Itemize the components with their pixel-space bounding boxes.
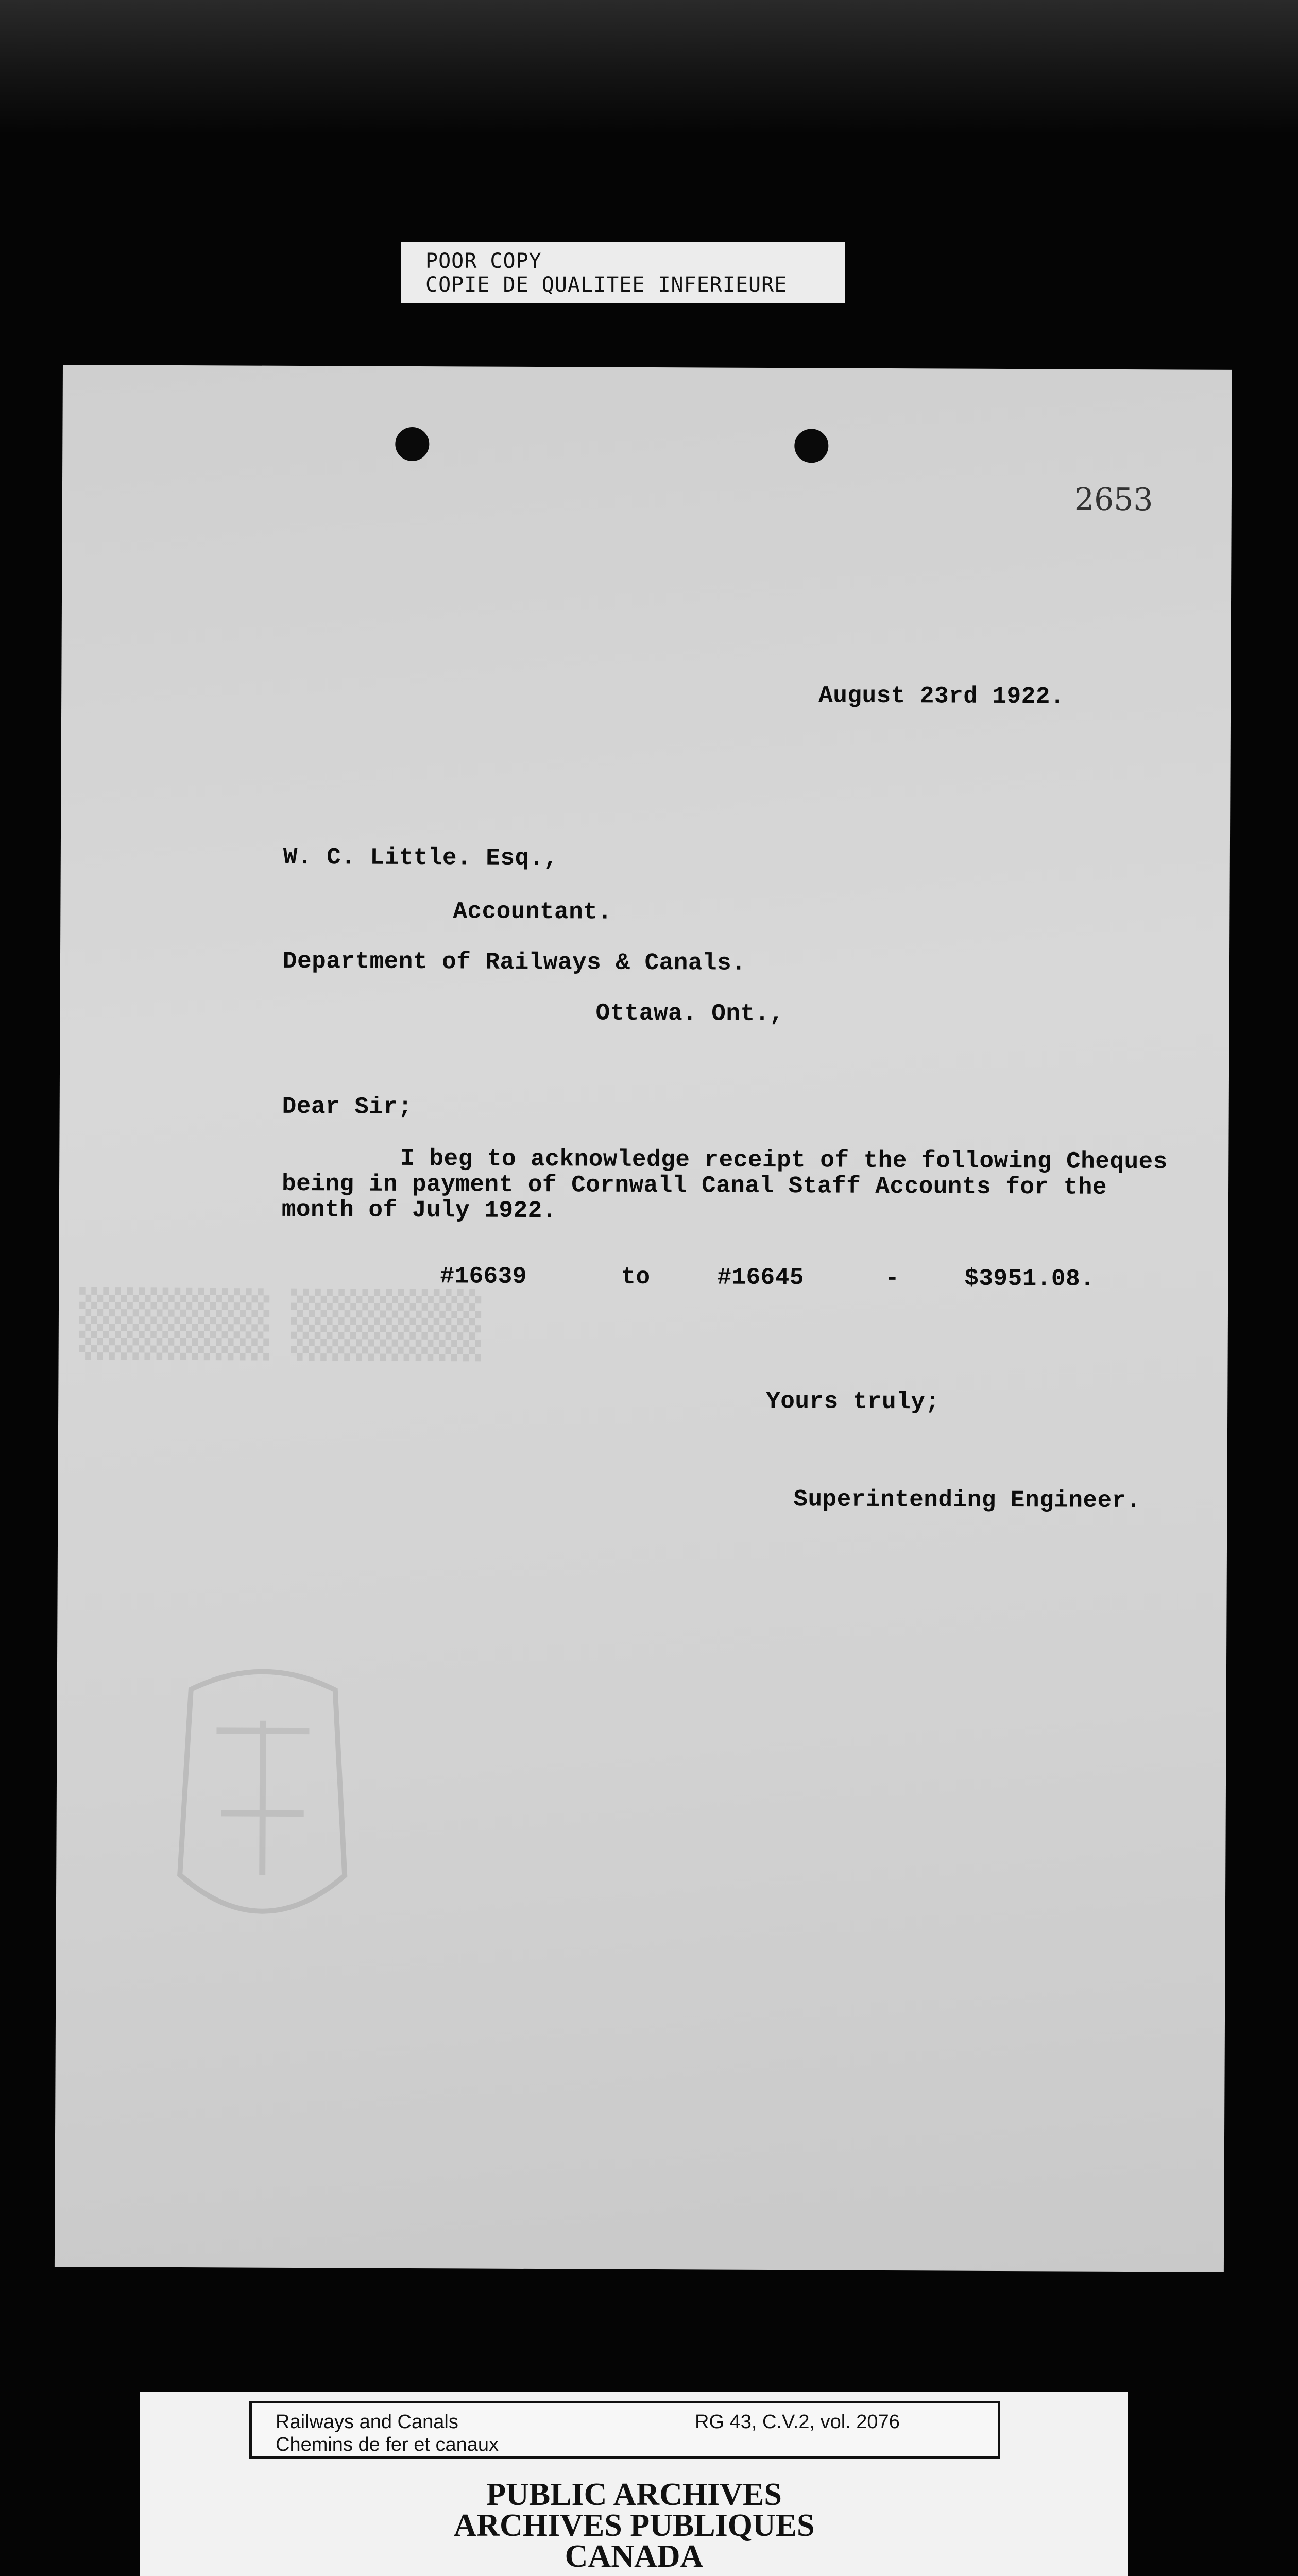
archive-label-strip	[140, 2392, 1128, 2576]
recipient-city: Ottawa. Ont.,	[595, 999, 784, 1028]
archive-institution	[140, 2479, 1128, 2572]
punch-hole-left	[395, 427, 429, 461]
archive-reference: RG 43, C.V.2, vol. 2076	[695, 2411, 900, 2433]
archive-reference-box	[249, 2401, 1000, 2459]
cheque-start-number: #16639	[440, 1263, 527, 1290]
signature-title: Superintending Engineer.	[793, 1486, 1141, 1515]
body-line-2: being in payment of Cornwall Canal Staff Accounts for the	[281, 1170, 1107, 1201]
poor-copy-label	[401, 242, 845, 303]
archive-collection-en: Railways and Canals	[276, 2411, 458, 2433]
letter-page	[55, 365, 1232, 2272]
archive-title-country: CANADA	[565, 2539, 704, 2574]
cheque-dash: -	[885, 1264, 900, 1292]
body-line-1: I beg to acknowledge receipt of the following Cheques	[400, 1145, 1168, 1176]
film-top-edge	[0, 0, 1298, 134]
archive-collection-fr: Chemins de fer et canaux	[276, 2434, 499, 2455]
punch-hole-right	[794, 429, 828, 463]
faint-stamp-impression: ▒▒▒▒ ▒▒▒▒	[79, 1287, 482, 1362]
cheque-range-to: to	[621, 1263, 651, 1291]
faint-seal-impression	[159, 1658, 367, 1958]
folio-number: 2653	[1074, 481, 1153, 518]
closing: Yours truly;	[766, 1387, 940, 1416]
body-line-3: month of July 1922.	[281, 1196, 557, 1225]
recipient-title: Accountant.	[453, 898, 612, 926]
letter-date: August 23rd 1922.	[818, 682, 1065, 710]
poor-copy-line-fr: COPIE DE QUALITEE INFERIEURE	[425, 273, 788, 297]
archive-title-en: PUBLIC ARCHIVES	[486, 2477, 782, 2512]
salutation: Dear Sir;	[282, 1093, 413, 1121]
recipient-name: W. C. Little. Esq.,	[283, 843, 558, 872]
recipient-department: Department of Railways & Canals.	[282, 947, 746, 977]
archive-title-fr: ARCHIVES PUBLIQUES	[453, 2508, 815, 2543]
cheque-total-amount: $3951.08.	[964, 1265, 1095, 1293]
archive-collection	[276, 2411, 499, 2456]
cheque-end-number: #16645	[717, 1264, 805, 1292]
poor-copy-line-en: POOR COPY	[425, 249, 542, 273]
